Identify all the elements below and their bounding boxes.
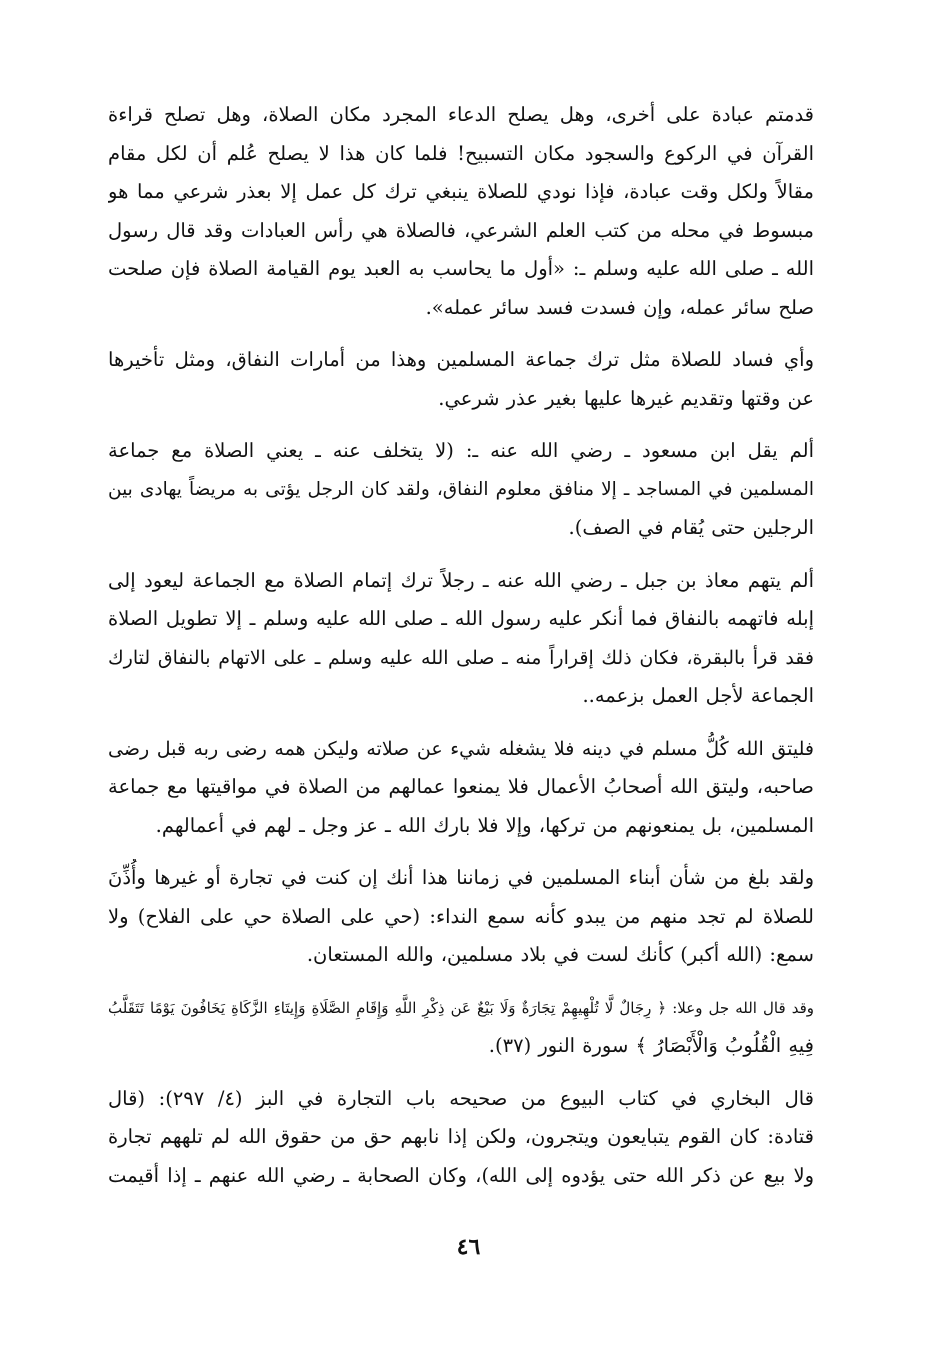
paragraph-4 [108, 562, 814, 716]
text-line: الجماعة لأجل العمل بزعمه.. [582, 684, 814, 707]
text-line: صلح سائر عمله، وإن فسدت فسد سائر عمله». [425, 295, 814, 319]
paragraph-2 [108, 341, 814, 418]
text-line: للصلاة لم تجد منهم من يبدو كأنه سمع النداء: (حي على الصلاة حي على الفلاح) ولا [108, 904, 814, 928]
paragraph-3 [108, 432, 814, 548]
text-line: المسلمين في المساجد ـ إلا منافق معلوم النفاق، ولقد كان الرجل يؤتى به مريضاً يهادى بين [108, 478, 814, 500]
text-line: ولقد بلغ من شأن أبناء المسلمين في زماننا هذا أنك إن كنت في تجارة أو غيرها وأُذِّنَ [108, 866, 814, 889]
paragraph-6 [108, 859, 814, 975]
text-line: سمع: (الله أكبر) كأنك لست في بلاد مسلمين، والله المستعان. [306, 943, 814, 966]
paragraph-1 [108, 96, 814, 327]
text-line: ألم يتهم معاذ بن جبل ـ رضي الله عنه ـ رجلاً ترك إتمام الصلاة مع الجماعة ليعود إلى [108, 568, 814, 592]
text-line: قتادة: كان القوم يتبايعون ويتجرون، ولكن إذا نابهم حق من حقوق الله لم تلههم تجارة [108, 1125, 814, 1148]
text-line: المسلمين، بل يمنعونهم من تركها، وإلا فلا بارك الله ـ عز وجل ـ لهم في أعمالهم. [155, 813, 814, 837]
text-line: فقد قرأ بالبقرة، فكان ذلك إقراراً منه ـ صلى الله عليه وسلم ـ على الاتهام بالنفاق لتارك [108, 646, 814, 669]
text-line: إبله فاتهمه بالنفاق فما أنكر عليه رسول الله ـ صلى الله عليه وسلم ـ إلا تطويل الصلاة [108, 607, 814, 630]
text-line: الله ـ صلى الله عليه وسلم ـ: «أول ما يحاسب به العبد يوم القيامة الصلاة فإن صلحت [108, 257, 814, 280]
paragraph-5 [108, 730, 814, 846]
text-line: مقالاً ولكل وقت عبادة، فإذا نودي للصلاة ينبغي ترك كل عمل إلا بعذر شرعي مما هو [108, 180, 814, 203]
text-line: فليتق الله كُلُّ مسلم في دينه فلا يشغله شيء عن صلاته وليكن همه رضى ربه قبل رضى [108, 737, 814, 760]
text-line: قدمتم عبادة على أخرى، وهل يصلح الدعاء المجرد مكان الصلاة، وهل تصلح قراءة [108, 103, 814, 126]
text-line: صاحبه، وليتق الله أصحابُ الأعمال فلا يمنعوا عمالهم من الصلاة في مواقيتها مع جماعة [108, 775, 814, 798]
quran-verse-line: وقد قال الله جل وعلا: ﴿ رِجَالٌ لَّا تُلْهِيهِمْ تِجَارَةٌ وَلَا بَيْعٌ عَن ذِكْرِ اللَّهِ وَإِقَامِ الصَّلَاةِ وَإِيتَاءِ الزَّكَاةِ يَخَافُونَ يَوْمًا تَتَقَلَّبُ [108, 998, 814, 1017]
paragraph-7-quran-quote [108, 989, 814, 1066]
page-number: ٤٦ [456, 1234, 481, 1260]
text-line: مبسوط في محله من كتب العلم الشرعي، فالصلاة هي رأس العبادات وقد قال رسول [108, 218, 814, 242]
text-line: وأي فساد للصلاة مثل ترك جماعة المسلمين وهذا من أمارات النفاق، ومثل تأخيرها [108, 348, 814, 371]
text-line: الرجلين حتى يُقام في الصف). [568, 516, 814, 539]
paragraph-8 [108, 1080, 814, 1196]
text-line: عن وقتها وتقديم غيرها عليها بغير عذر شرعي. [438, 386, 814, 410]
quran-verse-line: فِيهِ الْقُلُوبُ وَالْأَبْصَارُ ﴾ سورة النور (٣٧). [488, 1034, 814, 1057]
body-text [108, 96, 814, 1209]
text-line: القرآن في الركوع والسجود مكان التسبيح! فلما كان هذا لا يصلح عُلم أن لكل مقام [108, 141, 814, 165]
text-line: قال البخاري في كتاب البيوع من صحيحه باب التجارة في البز (٤/ ٢٩٧): (قال [108, 1086, 814, 1110]
text-line: ألم يقل ابن مسعود ـ رضي الله عنه ـ: (لا يتخلف عنه ـ يعني الصلاة مع جماعة [108, 439, 814, 462]
text-line: ولا بيع عن ذكر الله حتى يؤدوه إلى الله)، وكان الصحابة ـ رضي الله عنهم ـ إذا أقيمت [108, 1163, 814, 1187]
